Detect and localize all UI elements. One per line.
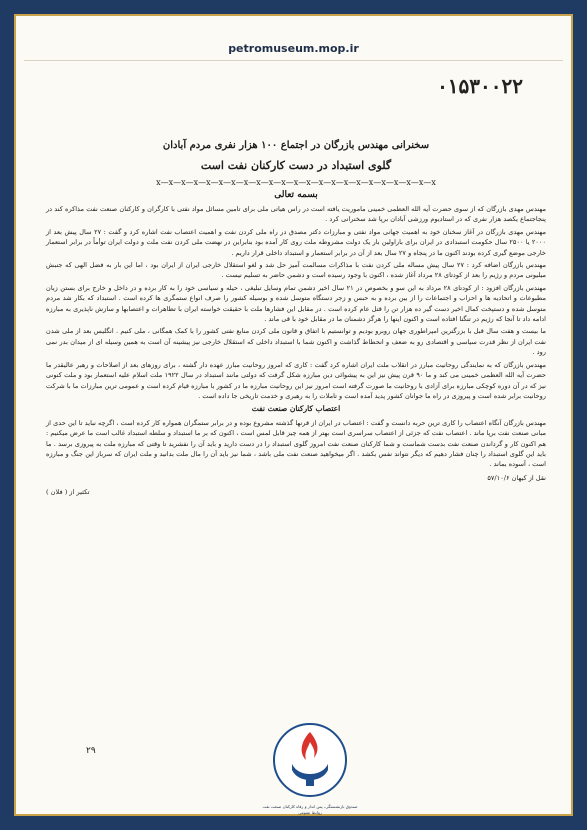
section-heading: اعتصاب کارکنان صنعت نفت — [251, 404, 341, 414]
title-separator: x—x—x—x—x—x—x—x—x—x—x—x—x—x—x—x—x—x—x—x—x—x—x — [156, 178, 436, 187]
organization-logo — [262, 716, 358, 820]
site-url[interactable]: petromuseum.mop.ir — [228, 42, 359, 55]
document-number: ۰۱۵۳۰۰۲۲ — [437, 74, 523, 98]
source-note: نقل از کیهان ۵۷/۱۰/۶ — [487, 473, 546, 482]
signoff: تکثیر از ( فلان ) — [46, 487, 90, 496]
paragraph: مهندس بازرگان اضافه کرد : ۲۷ سال پیش مساله ملی کردن نفت با مذاکرات مسالمت آمیز حل شد و لغو استقلال خارجی ایران از ایران بود ، اما این بار به فضل الهی که جنبش میلیونی مردم و رژیم را بعد از کودتای ۲۸ مرداد آغاز شده ، اکنون با وجود رسیده است و دشمن حاضر به تسلیم نیست . — [46, 261, 546, 280]
paragraph: ما بیست و هفت سال قبل با بزرگترین امپراطوری جهان روبرو بودیم و توانستیم با اتفاق و قانون ملی کردن منابع نفتی کشور را با کمک همگانی ، ملی کنیم . انگلیس بعد از ملی شدن نفت ایران از نظر قدرت سیاسی و اقتصادی رو به ضعف و انحطاط گذاشت و اکنون شما با استبداد داخلی که استقلال خارجی نیز پیشینه آن است به همین وسیله ای از میدان بدر نمی رود . — [46, 327, 546, 357]
header-divider — [24, 60, 563, 61]
bismillah-heading: بسمه تعالی — [274, 190, 318, 200]
document-sheet — [46, 122, 546, 762]
paragraph: مهندس بازرگان که به نمایندگی روحانیت مبارز در انقلاب ملت ایران اشاره کرد گفت : کاری که امروز روحانیت مبارز عهده دار گشته ، برای روزهای بعد از اصلاحات و رهبر عالیقدر ما حضرت آیه الله العظمی خمینی می کند و ما ۹۰ قرن پیش نیز این به پیشوائی دین مبارزه شکل گرفت که دولتی مانند استبداد در سال ۱۹۲۲ ملت اسلام علیه استعمار بود و ملت کنونی نیز که در آن دوره کوچکی مبارزه برای آزادی با روحانیت ما صورت گرفته است امروز نیز این روحانیت مبارزه ما در کشور با مبارزه قیام کرده است و عمومی ترین مبارزات ما با شرکت روحانیت برابر شده است و پیروزی در راه ما جوانان کشور پدید آمده است و تاملات را به رهبری و خدمت تاریخی جا داده است . — [46, 360, 547, 400]
document-body — [46, 204, 546, 470]
logo-caption: صندوق بازنشستگی، پس انداز و رفاه کارکنان صنعت نفت — [262, 804, 358, 809]
document-frame — [14, 14, 573, 816]
paragraph: مهندس بازرگان افزود : از کودتای ۲۸ مرداد به این سو و بخصوص در ۲۱ سال اخیر دشمن تمام وسایل تبلیغی ، حیله و سیاسی خود را به کار برده و در داخل و خارج برای بستن زبان مطبوعات و اتحادیه ها و احزاب و اجتماعات را از بین برده و به حبس و زجر دستگاه متوسل شده و بوسیله کشور را صرف انواع ستمگری ها کرده است . استبداد که بکار شد مردم متوسل شده و دستپخت کمال اخیر دست گیر ده هزار تن را قتل عام کرده است . در مقابل این فشارها ملت با حقیقت خواسته ایران با تظاهرات و اعتصابها و سازش ناپذیری به مبارزه ادامه داد تا آنجا که رژیم در تنگنا افتاده است و اکنون اینها را هرگز دشمنان ما در مقابل خود با قی ماند . — [46, 283, 546, 324]
document-title: سخنرانی مهندس بازرگان در اجتماع ۱۰۰ هزار نفری مردم آبادان — [162, 140, 430, 151]
logo-caption-sub: روابط عمومی — [298, 810, 322, 815]
paragraph: مهندس مهدی بازرگان در آغاز سخنان خود به اهمیت جهانی مواد نفتی و مبارزات دکتر مصدق در راه ملی کردن نفت و اهمیت اعتصاب نفت اشاره کرد و گفت : ۲۷ سال پیش بعد از ۲۰۰۰ یا ۲۵۰۰ سال حکومت استبدادی در ایران برای باراولین بار یک دولت مشروطه ملت روی کار آمده بود بنابراین در نهضت ملی کردن نفت ملت و دولت ایران توأماً در برابر استعمار خارجی موضع گیری کرده بودند اکنون ما در پنجاه و ۲۷ سال بعد از آن در برابر استعمار و استبداد داخلی قرار داریم . — [46, 227, 547, 257]
logo-stem — [306, 774, 314, 786]
paragraph: مهندس مهدی بازرگان که از سوی حضرت آیه الله العظمی خمینی ماموریت یافته است در راس هیاتی ملی برای تامین مسائل مواد نفتی با کارگران و کارکنان صنعت نفت مذاکره کند در پنجاجتماع یکصد هزار نفری که در استادیوم ورزشی آبادان برپا شد سخنرانی کرد . — [46, 205, 546, 224]
page-number: ۲۹ — [86, 746, 96, 756]
document-subtitle: گلوی استبداد در دست کارکنان نفت است — [200, 159, 392, 172]
paragraph: مهندس بازرگان آنگاه اعتصاب را کاری ترین حربه دانست و گفت : اعتصاب در ایران از قرنها گذشته مشروع بوده و در برابر ستمگران همواره کار کرده است ، اگرچه نباید تا این حدی از مبانی صنعت نفت برپا ماند . اعتصاب نفت که جزئی از اعتصاب سراسری است بهتر از همه چیز قابل لمس است ، اکنون که بر ما استبداد و سلطه استبداد غالب است ما عرض میکنیم : هم اکنون کار و گرداندن صنعت نفت بدست شماست و شما کارکنان صنعت نفت امروز گلوی استبداد را در دست دارید و باید آن را نفشرید تا وقتی که مبارزه ملت به پیروزی برسد . ما باید این گلوی استبداد را چنان فشار دهیم که دیگر نتواند نفس بکشد . اگر میخواهید صنعت نفت ملی باشد ، شما نیز باید آن را مال ملت بدانید و ملت ایران که سرباز این جنگ و مبارزه است ، آسوده بماند . — [46, 418, 546, 469]
